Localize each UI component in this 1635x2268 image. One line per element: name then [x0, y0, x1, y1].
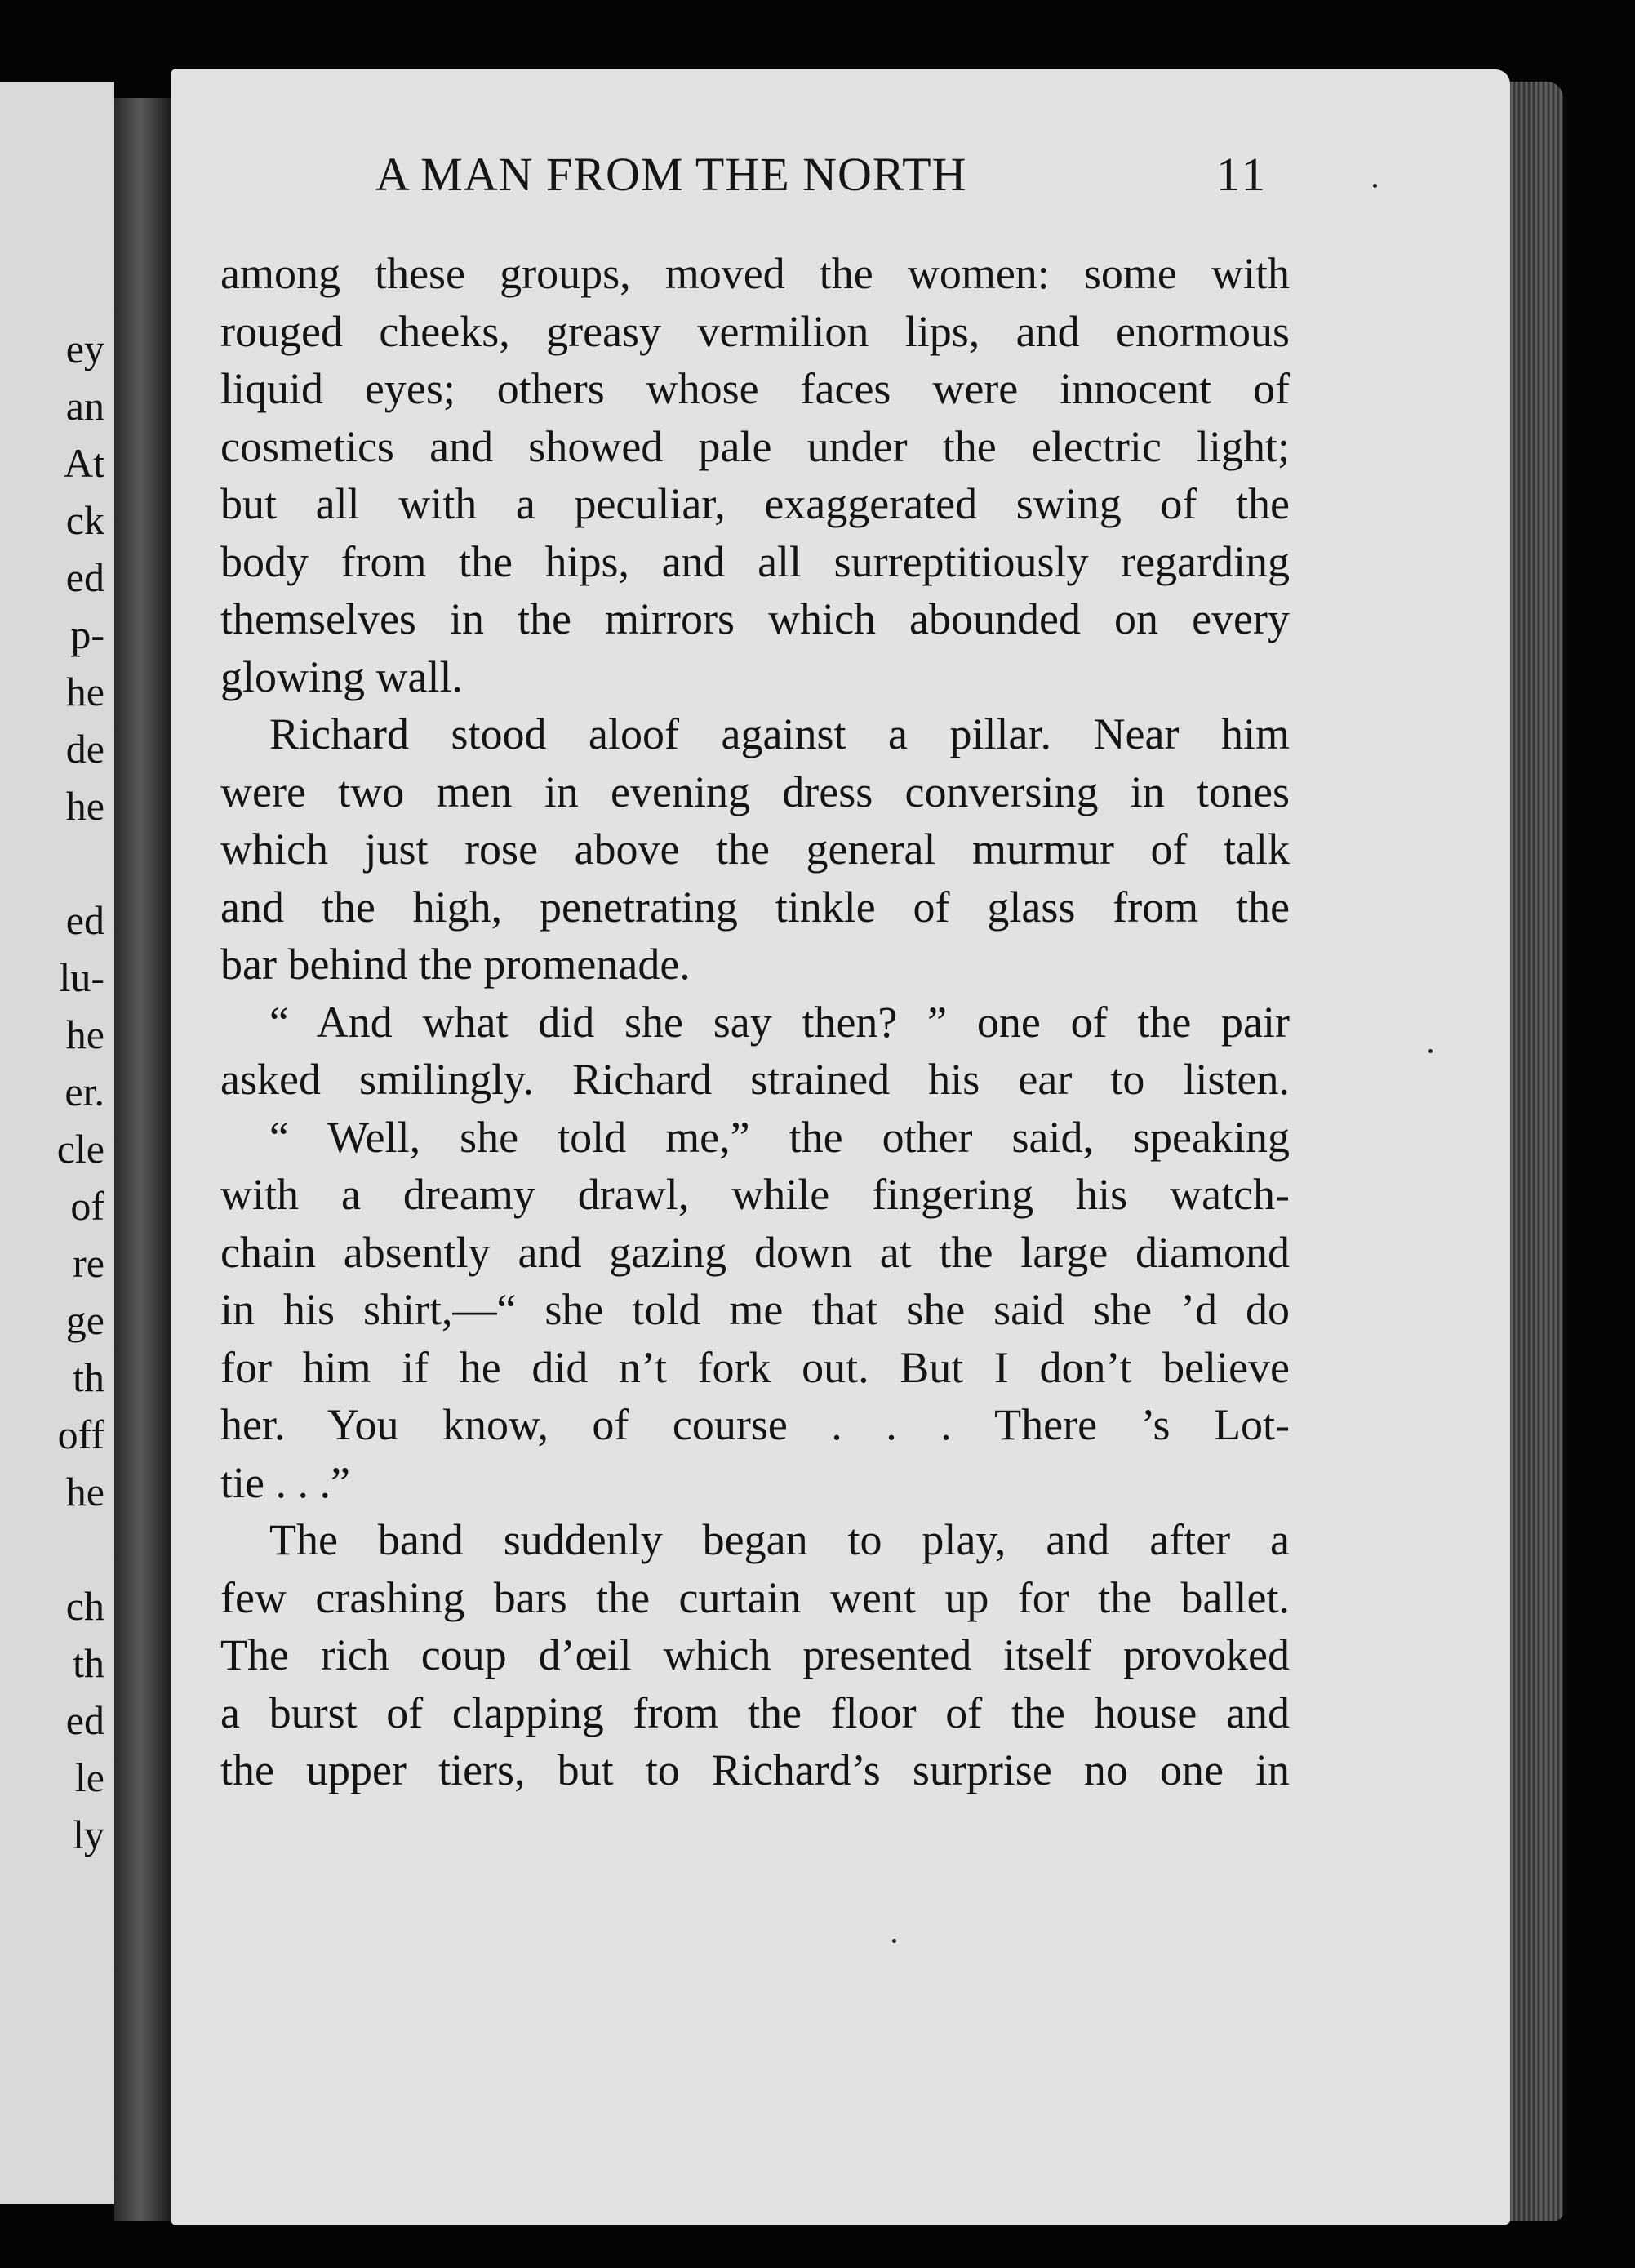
page-number: 11: [1216, 148, 1268, 201]
speck: [1373, 184, 1377, 188]
body-text: [220, 245, 1290, 1799]
left-page-fragment: off: [57, 1412, 104, 1457]
running-head: A MAN FROM THE NORTH: [375, 148, 967, 201]
paragraph: [220, 1109, 1290, 1512]
text-line: cosmetics and showed pale under the electric light;: [220, 421, 1290, 471]
text-line: body from the hips, and all surreptitiously regarding: [220, 536, 1290, 586]
text-line: liquid eyes; others whose faces were innocent of: [220, 364, 1290, 413]
left-page-fragment: he: [65, 669, 104, 714]
text-line: asked smilingly. Richard strained his ear to listen.: [220, 1055, 1290, 1104]
text-line: bar behind the promenade.: [220, 940, 691, 989]
left-page-fragment: ed: [65, 897, 104, 943]
left-page-fragment: de: [65, 726, 104, 772]
left-page-fragment: ed: [65, 554, 104, 600]
left-page-fragment: ch: [65, 1583, 104, 1629]
text-line: the upper tiers, but to Richard’s surprise no one in: [220, 1745, 1290, 1794]
left-page-fragment: th: [73, 1640, 104, 1686]
left-page-fragment: ck: [65, 497, 104, 543]
paragraph: [220, 705, 1290, 994]
text-line: were two men in evening dress conversing in tones: [220, 767, 1290, 816]
text-line: in his shirt,—“ she told me that she said she ’d do: [220, 1285, 1290, 1334]
text-line: Richard stood aloof against a pillar. Near him: [269, 709, 1290, 758]
left-facing-page: [0, 82, 114, 2204]
left-page-fragment: th: [73, 1354, 104, 1400]
text-line: chain absently and gazing down at the large diamond: [220, 1227, 1290, 1277]
speck: [892, 1939, 896, 1943]
left-page-fragment: ly: [73, 1812, 104, 1857]
text-line: but all with a peculiar, exaggerated swing of the: [220, 479, 1290, 528]
left-page-fragment: le: [74, 1754, 104, 1800]
left-page-fragment: ge: [65, 1297, 104, 1343]
text-line: her. You know, of course . . . There ’s Lot-: [220, 1400, 1290, 1449]
left-page-fragment: ed: [65, 1697, 104, 1743]
speck: [1428, 1049, 1433, 1053]
text-line: few crashing bars the curtain went up for the ballet.: [220, 1572, 1290, 1622]
left-page-fragment: cle: [56, 1126, 104, 1172]
left-page-fragment: an: [65, 383, 104, 429]
page-header: [204, 147, 1268, 212]
left-page-fragment: he: [65, 783, 104, 829]
book-gutter: [114, 98, 171, 2221]
left-page-fragment: re: [73, 1240, 104, 1286]
left-page-fragment: he: [65, 1469, 104, 1514]
left-page-fragment: p-: [70, 611, 104, 657]
text-line: The rich coup d’œil which presented itself provoked: [220, 1630, 1290, 1679]
text-line: themselves in the mirrors which abounded on every: [220, 594, 1290, 643]
left-page-fragment: he: [65, 1012, 104, 1057]
text-line: glowing wall.: [220, 651, 463, 701]
text-line: which just rose above the general murmur of talk: [220, 825, 1290, 874]
text-line: a burst of clapping from the floor of the house and: [220, 1688, 1290, 1737]
text-line: for him if he did n’t fork out. But I don’t believe: [220, 1342, 1290, 1392]
left-page-fragment: er.: [64, 1069, 104, 1114]
paragraph: [220, 994, 1290, 1109]
text-line: “ Well, she told me,” the other said, speaking: [269, 1112, 1290, 1162]
text-line: rouged cheeks, greasy vermilion lips, and enormous: [220, 306, 1290, 356]
text-line: with a dreamy drawl, while fingering his watch-: [220, 1170, 1290, 1219]
left-page-fragment: At: [64, 440, 104, 486]
text-line: “ And what did she say then? ” one of the pair: [269, 997, 1290, 1047]
paragraph: [220, 1511, 1290, 1799]
text-line: The band suddenly began to play, and after a: [269, 1515, 1290, 1564]
text-line: and the high, penetrating tinkle of glass from the: [220, 882, 1290, 932]
text-line: among these groups, moved the women: some with: [220, 249, 1290, 298]
text-line: tie . . .”: [220, 1457, 350, 1507]
left-page-fragment: lu-: [59, 954, 104, 1000]
paragraph: [220, 245, 1290, 705]
left-page-fragment: of: [70, 1183, 104, 1229]
left-page-fragment: ey: [65, 326, 104, 371]
